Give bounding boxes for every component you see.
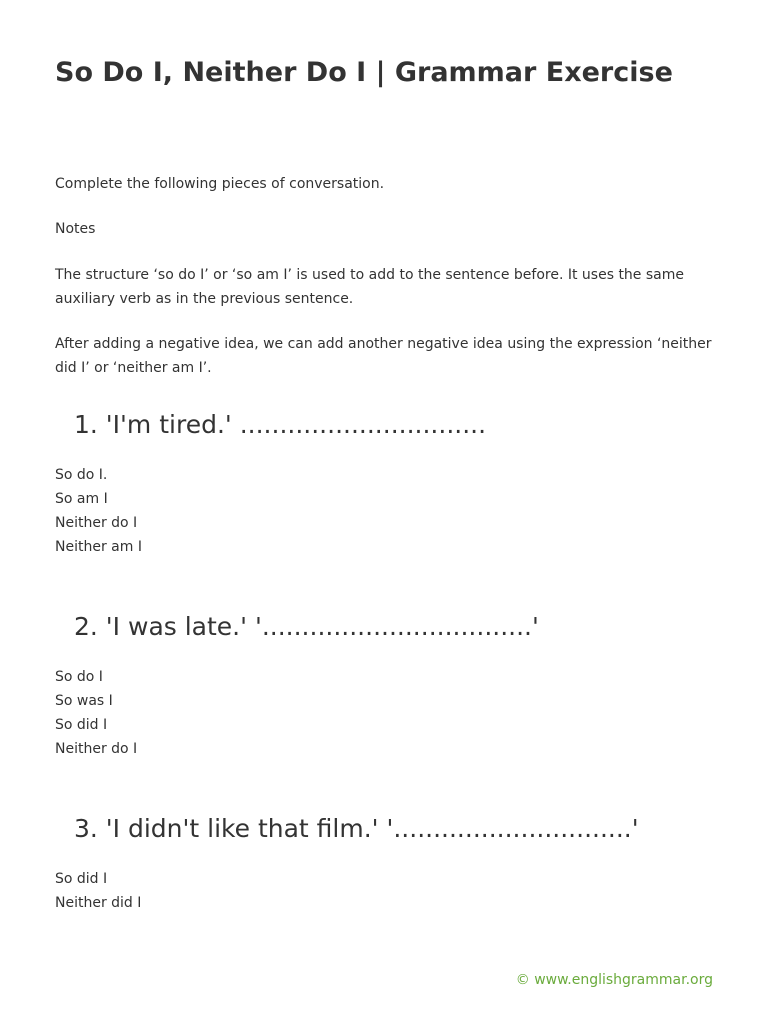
footer-copyright: © www.englishgrammar.org	[515, 972, 713, 988]
notes-label: Notes	[55, 221, 96, 237]
question-2-option: So did I	[55, 717, 108, 733]
question-2-options	[55, 665, 137, 761]
question-2-prompt: 2. 'I was late.' '..................................'	[74, 612, 539, 641]
instruction-text: Complete the following pieces of conversation.	[55, 176, 385, 192]
question-3-prompt: 3. 'I didn't like that film.' '..............................'	[74, 814, 639, 843]
question-1-option: Neither do I	[55, 515, 138, 531]
question-2-option: So do I	[55, 669, 103, 685]
question-1-prompt: 1. 'I'm tired.' ...............................	[74, 410, 487, 439]
question-2-option: So was I	[55, 693, 113, 709]
question-2-option: Neither do I	[55, 741, 138, 757]
question-3-options	[55, 867, 141, 915]
question-3-option: Neither did I	[55, 895, 142, 911]
question-1-option: Neither am I	[55, 539, 142, 555]
note-so-do-i: The structure ‘so do I’ or ‘so am I’ is used to add to the sentence before. It uses the same auxiliary verb as in the previous sentence.	[55, 267, 684, 307]
note-neither-did-i: After adding a negative idea, we can add another negative idea using the expression ‘neither did I’ or ‘neither am I’.	[55, 336, 712, 376]
page-title: So Do I, Neither Do I | Grammar Exercise	[55, 57, 673, 88]
question-1-option: So am I	[55, 491, 108, 507]
question-3-option: So did I	[55, 871, 108, 887]
question-1-option: So do I.	[55, 467, 108, 483]
question-1-options	[55, 463, 142, 559]
